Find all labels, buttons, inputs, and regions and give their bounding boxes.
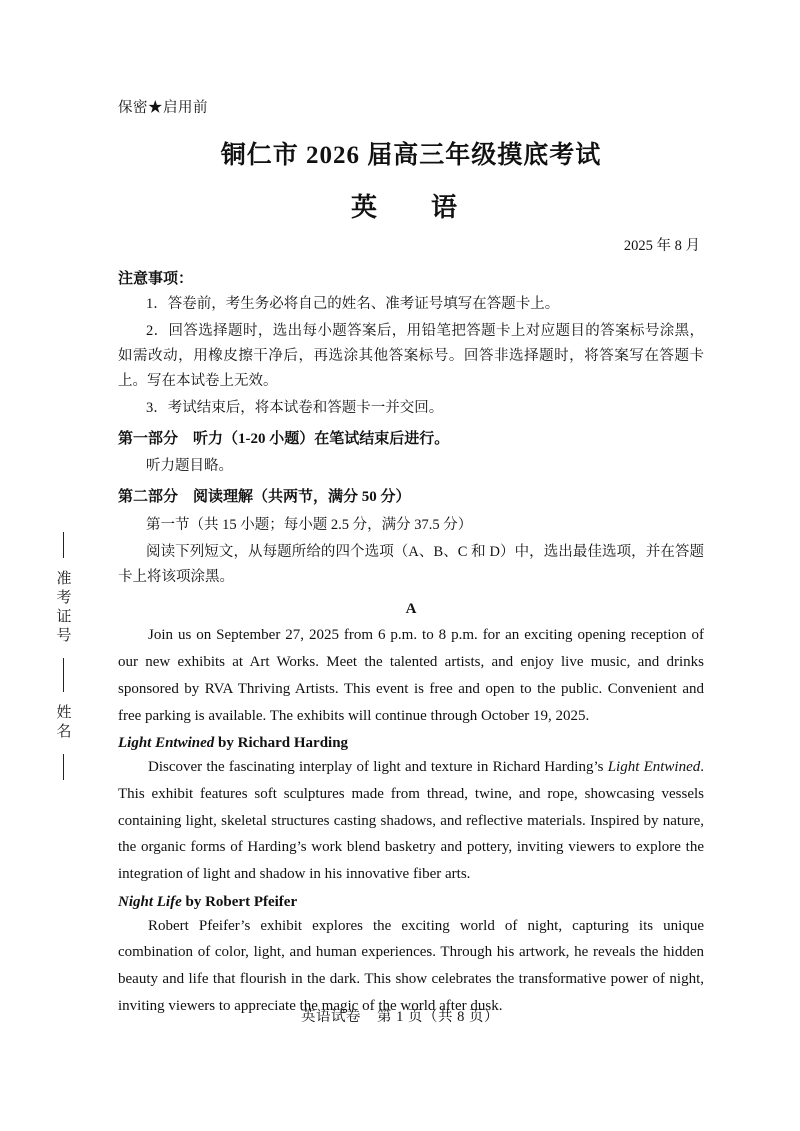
part-two-heading: 第二部分 阅读理解（共两节，满分 50 分） — [118, 489, 411, 506]
footer-subject: 英语试卷 — [301, 1009, 361, 1025]
exhibit-2-body — [118, 913, 704, 1020]
exhibit-2-title-rest: by Robert Pfeifer — [181, 893, 298, 910]
notice-heading: 注意事项： — [118, 271, 194, 287]
exhibit-2-body-start: Robert Pfeifer’s exhibit explores the exciting world of night, capturing its unique combination of color, light, and human experiences. Through his artwork, he reveals the hidden beauty and life that flourish in the dark. This show celebrates the transformative power of night, inviting viewers to appreciate the magic of the world after dusk. — [118, 917, 704, 1014]
exam-date: 2025 年 8 月 — [623, 238, 700, 254]
passage-label: A — [405, 601, 417, 618]
document-content — [118, 96, 704, 1021]
divider-line-middle — [63, 658, 64, 692]
part-two-section-one: 第一节（共 15 小题；每小题 2.5 分，满分 37.5 分） — [146, 516, 473, 533]
name-label: 姓名 — [54, 704, 71, 742]
footer-page-number: 第 1 页（共 8 页） — [377, 1009, 499, 1025]
exhibit-1-title-rest: by Richard Harding — [214, 735, 349, 752]
exhibit-1-body-end: . This exhibit features soft sculptures made from thread, twine, and rope, showcasing vessels containing light, skeletal structures casting shadows, and reflective materials. Inspired by nature, the organic forms of Harding’s work blend basketry and pottery, inviting viewers to explore the integration of light and shadow in his innovative fiber arts. — [118, 759, 705, 882]
exhibit-2-title — [118, 894, 704, 911]
exhibit-1-title — [118, 735, 704, 752]
admission-number-label: 准考证号 — [54, 570, 71, 646]
notice-item-3: 3．考试结束后，将本试卷和答题卡一并交回。 — [146, 399, 444, 416]
divider-line-bottom — [63, 754, 64, 780]
page-footer — [0, 1005, 800, 1026]
exhibit-2-title-italic: Night Life — [118, 893, 182, 910]
exhibit-1-body-italic: Light Entwined — [607, 759, 701, 776]
notice-item-1: 1．答卷前，考生务必将自己的姓名、准考证号填写在答题卡上。 — [146, 296, 560, 312]
part-one-note: 听力题目略。 — [146, 458, 233, 475]
part-two-instruction: 阅读下列短文，从每题所给的四个选项（A、B、C 和 D）中，选出最佳选项，并在答题卡上将该项涂黑。 — [118, 543, 704, 585]
passage-intro: Join us on September 27, 2025 from 6 p.m. to 8 p.m. for an exciting opening reception of our new exhibits at Art Works. Meet the talented artists, and enjoy live music, and drinks sponsored by RVA Thriving Artists. This event is free and open to the public. Convenient and free parking is available. The exhibits will continue through October 19, 2025. — [118, 627, 704, 724]
confidential-notice: 保密★启用前 — [118, 100, 208, 116]
part-one-heading: 第一部分 听力（1-20 小题）在笔试结束后进行。 — [118, 430, 450, 447]
page-title: 铜仁市 2026 届高三年级摸底考试 — [220, 142, 602, 169]
subject-title: 英 语 — [350, 193, 471, 222]
exhibit-1-body-start: Discover the fascinating interplay of light and texture in Richard Harding’s — [148, 759, 608, 776]
exhibit-1-title-italic: Light Entwined — [118, 735, 215, 752]
exhibit-1-body — [118, 754, 704, 887]
notice-item-2: 2．回答选择题时，选出每小题答案后，用铅笔把答题卡上对应题目的答案标号涂黑，如需改动，用橡皮擦干净后，再选涂其他答案标号。回答非选择题时，将答案写在答题卡上。写在本试卷上无效。 — [118, 322, 704, 389]
divider-line-top — [63, 532, 64, 558]
vertical-id-column — [46, 520, 80, 850]
